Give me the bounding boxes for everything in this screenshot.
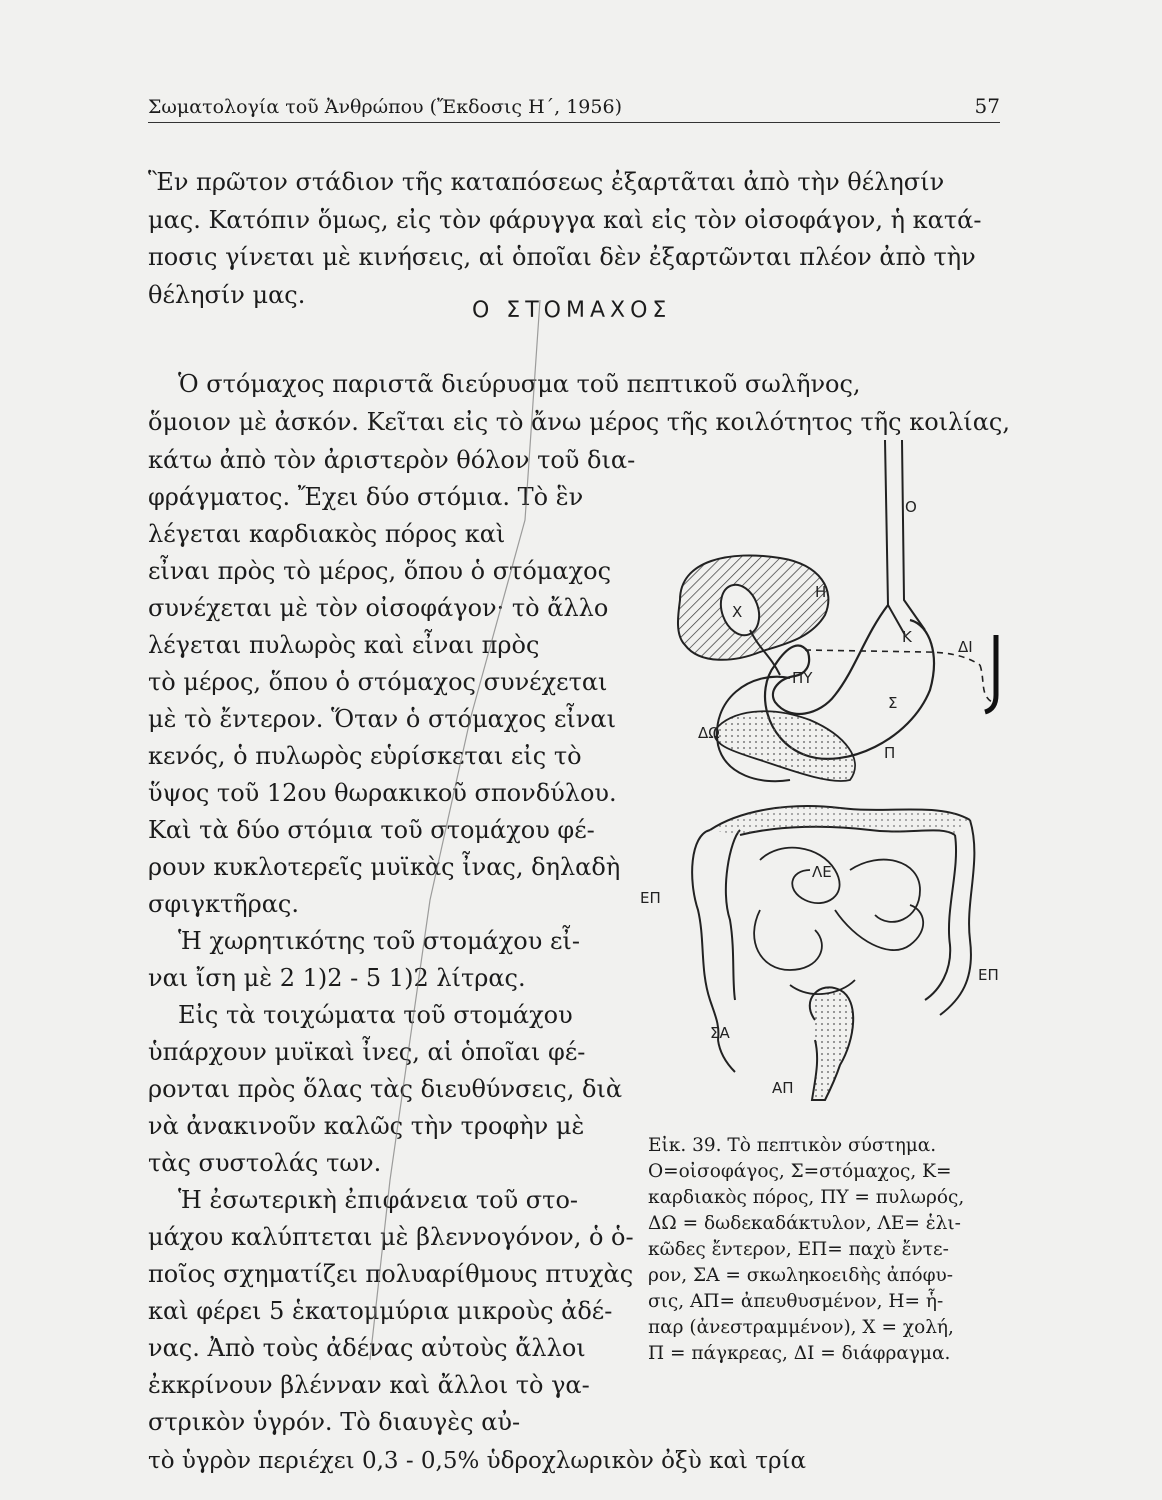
column-line: ρονται πρὸς ὅλας τὰς διευθύνσεις, διὰ <box>148 1075 623 1103</box>
label-o: Ο <box>905 498 917 516</box>
caption-line: ρον, ΣΑ = σκωληκοειδὴς ἀπόφυ- <box>648 1265 954 1286</box>
column-line: Εἰς τὰ τοιχώματα τοῦ στομάχου <box>178 1001 573 1029</box>
column-line: Ἡ χωρητικότης τοῦ στομάχου εἶ- <box>178 927 580 955</box>
wide-line: ὅμοιον μὲ ἀσκόν. Κεῖται εἰς τὸ ἄνω μέρος τῆς κοιλότητος τῆς κοιλίας, <box>148 408 1010 436</box>
section-heading: Ο ΣΤΟΜΑΧΟΣ <box>472 298 672 323</box>
label-sa: ΣΑ <box>710 1024 730 1042</box>
column-line: Ἡ ἐσωτερικὴ ἐπιφάνεια τοῦ στο- <box>178 1186 579 1214</box>
label-do: ΔΩ <box>698 724 720 742</box>
column-line: στρικὸν ὑγρόν. Τὸ διαυγὲς αὐ- <box>148 1408 521 1436</box>
column-line: μὲ τὸ ἔντερον. Ὅταν ὁ στόμαχος εἶναι <box>148 705 616 733</box>
column-line: ναι ἴση μὲ 2 1)2 - 5 1)2 λίτρας. <box>148 964 526 992</box>
wide-line: Ὁ στόμαχος παριστᾶ διεύρυσμα τοῦ πεπτικοῦ σωλῆνος, <box>178 370 861 398</box>
label-le: ΛΕ <box>812 863 832 881</box>
column-line: τὸ μέρος, ὅπου ὁ στόμαχος συνέχεται <box>148 668 608 696</box>
column-line: κάτω ἀπὸ τὸν ἀριστερὸν θόλον τοῦ δια- <box>148 446 636 474</box>
label-s: Σ <box>888 694 898 712</box>
label-ap: ΑΠ <box>772 1079 794 1097</box>
column-line: νὰ ἀνακινοῦν καλῶς τὴν τροφὴν μὲ <box>148 1112 585 1140</box>
caption-line: κῶδες ἔντερον, ΕΠ= παχὺ ἔντε- <box>648 1239 949 1260</box>
column-line: τὰς συστολάς των. <box>148 1149 382 1177</box>
page-number: 57 <box>974 94 1000 118</box>
column-line: σφιγκτῆρας. <box>148 890 299 918</box>
label-di: ΔΙ <box>958 638 973 656</box>
label-ep-right: ΕΠ <box>978 966 999 984</box>
header-title: Σωματολογία τοῦ Ἀνθρώπου (Ἔκδοσις Η΄, 1956) <box>148 96 622 118</box>
small-intestine-shape <box>754 848 923 994</box>
intro-line: μας. Κατόπιν ὅμως, εἰς τὸν φάρυγγα καὶ εἰς τὸν οἰσοφάγον, ἡ κατά- <box>148 206 982 234</box>
caption-line: Εἰκ. 39. Τὸ πεπτικὸν σύστημα. <box>648 1135 937 1156</box>
esophagus-shape <box>902 440 925 630</box>
column-line: λέγεται πυλωρὸς καὶ εἶναι πρὸς <box>148 631 540 659</box>
column-line: λέγεται καρδιακὸς πόρος καὶ <box>148 520 506 548</box>
caption-line: ΔΩ = δωδεκαδάκτυλον, ΛΕ= ἑλι- <box>648 1213 961 1234</box>
column-line: Καὶ τὰ δύο στόμια τοῦ στομάχου φέ- <box>148 816 595 844</box>
diaphragm-line <box>980 665 992 702</box>
label-p: Π <box>884 744 896 762</box>
column-line: ποῖος σχηματίζει πολυαρίθμους πτυχὰς <box>148 1260 634 1288</box>
column-line: καὶ φέρει 5 ἑκατομμύρια μικροὺς ἀδέ- <box>148 1297 613 1325</box>
column-line: εἶναι πρὸς τὸ μέρος, ὅπου ὁ στόμαχος <box>148 557 612 585</box>
caption-line: Π = πάγκρεας, ΔΙ = διάφραγμα. <box>648 1343 951 1364</box>
column-line: ἐκκρίνουν βλένναν καὶ ἄλλοι τὸ γα- <box>148 1371 590 1399</box>
diaphragm-line <box>805 650 980 665</box>
column-line: νας. Ἀπὸ τοὺς ἀδένας αὐτοὺς ἄλλοι <box>148 1334 586 1362</box>
rectum-shape <box>810 987 853 1100</box>
intro-line: Ἓν πρῶτον στάδιον τῆς καταπόσεως ἐξαρτᾶται ἀπὸ τὴν θέλησίν <box>148 168 945 196</box>
column-line: ρουν κυκλοτερεῖς μυϊκὰς ἶνας, δηλαδὴ <box>148 853 621 881</box>
column-line: ὕψος τοῦ 12ου θωρακικοῦ σπονδύλου. <box>148 779 617 807</box>
label-x: Χ <box>732 603 743 621</box>
intro-line: ποσις γίνεται μὲ κινήσεις, αἱ ὁποῖαι δὲν ἐξαρτῶνται πλέον ἀπὸ τὴν <box>148 243 976 271</box>
label-py: ΠΥ <box>792 669 813 687</box>
figure-caption <box>648 1133 964 1367</box>
column-line: ὑπάρχουν μυϊκαὶ ἶνες, αἱ ὁποῖαι φέ- <box>148 1038 586 1066</box>
column-line: συνέχεται μὲ τὸν οἰσοφάγον· τὸ ἄλλο <box>148 594 609 622</box>
label-h: Η <box>815 583 827 601</box>
label-ep-left: ΕΠ <box>640 889 661 907</box>
column-line: φράγματος. Ἔχει δύο στόμια. Τὸ ἓν <box>148 483 584 511</box>
caption-line: Ο=οἰσοφάγος, Σ=στόμαχος, Κ= <box>648 1161 952 1182</box>
caption-line: παρ (ἀνεστραμμένον), Χ = χολή, <box>648 1317 954 1338</box>
column-line: μάχου καλύπτεται μὲ βλεννογόνον, ὁ ὁ- <box>148 1223 634 1251</box>
caption-line: καρδιακὸς πόρος, ΠΥ = πυλωρός, <box>648 1187 965 1208</box>
column-line: κενός, ὁ πυλωρὸς εὑρίσκεται εἰς τὸ <box>148 742 582 770</box>
appendix-shape <box>718 1040 735 1072</box>
intro-line: θέλησίν μας. <box>148 281 306 309</box>
caption-line: σις, ΑΠ= ἀπευθυσμένον, Η= ἧ- <box>648 1291 944 1312</box>
label-k: Κ <box>902 628 912 646</box>
last-line: τὸ ὑγρὸν περιέχει 0,3 - 0,5% ὑδροχλωρικὸν ὀξὺ καὶ τρία <box>148 1448 807 1474</box>
running-header <box>148 94 1000 123</box>
digestive-system-figure <box>640 440 1010 1120</box>
